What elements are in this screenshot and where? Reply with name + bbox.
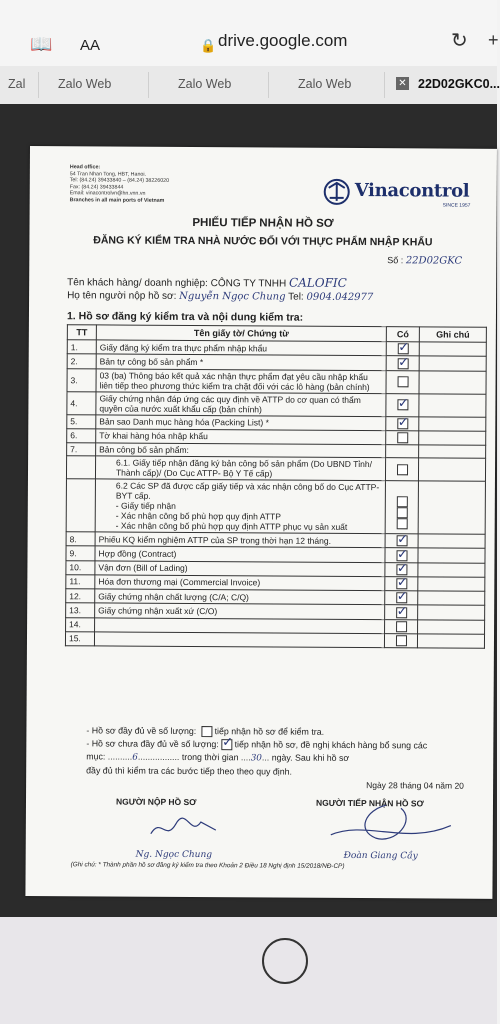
head-office-branches: Branches in all main ports of Vietnam [69, 196, 165, 204]
vinacontrol-logo [323, 178, 483, 211]
lock-icon: 🔒 [200, 38, 217, 53]
checkbox [397, 358, 408, 369]
footnote: (Ghi chú: * Thành phần hồ sơ đăng ký kiểm tra theo Khoản 2 Điều 18 Nghị định 15/2018/NĐ-CP) [70, 861, 345, 870]
submitter-line [67, 290, 373, 303]
checkbox [397, 376, 408, 387]
tab-zalo-partial[interactable]: Zal [8, 77, 26, 91]
so-value: 22D02GKC [405, 255, 463, 267]
checkbox [396, 607, 407, 618]
signer-right-title: NGƯỜI TIẾP NHẬN HỒ SƠ [315, 797, 424, 809]
customer-value: CALOFIC [288, 275, 347, 290]
row-tt: 9. [66, 546, 95, 560]
address-bar[interactable]: drive.google.com [218, 31, 348, 50]
row-tt: 1. [67, 340, 96, 354]
head-office-block [70, 164, 169, 204]
page-subtitle: ĐĂNG KÝ KIỂM TRA NHÀ NƯỚC ĐỐI VỚI THỰC PHẨM NHẬP KHẨU [93, 234, 433, 249]
row-tt: 4. [67, 391, 96, 414]
logo-emblem-icon [323, 178, 351, 206]
submitter-value: Nguyễn Ngọc Chung [179, 290, 286, 303]
browser-toolbar [0, 0, 497, 66]
row-text: Bản công bố sản phẩm: [96, 443, 386, 458]
header-doc: Tên giấy tờ/ Chứng từ [96, 325, 386, 342]
right-signature-icon [326, 800, 456, 851]
note-full-label: - Hồ sơ đầy đủ về số lượng: [86, 725, 197, 737]
device-bezel [0, 917, 497, 1024]
row-text: Giấy chứng nhận đáp ứng các quy định về ATTP do cơ quan có thẩm quyền của nước xuất khẩu cấp (bản chính) [96, 391, 386, 416]
checkbox [396, 464, 407, 475]
customer-label: Tên khách hàng/ doanh nghiệp: CÔNG TY TNHH [67, 277, 287, 290]
note-time-tail: ngày. Sau khi hồ sơ [271, 752, 350, 763]
note-time-value: 30 [250, 753, 262, 764]
note-tail: đầy đủ thì kiểm tra các bước tiếp theo theo quy định. [86, 765, 293, 777]
tab-zalo-web-3[interactable]: Zalo Web [298, 77, 352, 91]
header-note: Ghi chú [419, 327, 486, 342]
row-sub-text: - Giấy tiếp nhận [115, 500, 176, 511]
row-text: Bản sao Danh mục hàng hóa (Packing List) * [96, 414, 386, 430]
row-tt: 6. [67, 428, 96, 442]
tel-label: Tel: [288, 291, 304, 303]
note-incomplete-option: tiếp nhận hồ sơ, đề nghị khách hàng bổ sung các [234, 739, 428, 751]
checkbox [396, 519, 407, 530]
tab-divider [384, 72, 385, 98]
row-sub-text: - Xác nhận công bố phù hợp quy định ATTP [115, 510, 281, 522]
row-text: Hợp đồng (Contract) [95, 546, 385, 562]
row-tt: 10. [66, 560, 95, 574]
table-row [65, 631, 484, 648]
checkbox [397, 399, 408, 410]
date-line: Ngày 28 tháng 04 năm 20 [366, 780, 464, 791]
row-text: 6.2 Các SP đã được cấp giấy tiếp và xác nhận công bố do Cục ATTP- BYT cấp. [115, 480, 380, 501]
signer-left-title: NGƯỜI NỘP HỒ SƠ [115, 796, 197, 808]
section-1-title: 1. Hồ sơ đăng ký kiểm tra và nội dung kiểm tra: [66, 310, 304, 324]
row-text [94, 632, 384, 648]
tab-bar [0, 66, 500, 105]
tab-divider [268, 72, 269, 98]
note-muc-label: mục: [86, 751, 106, 762]
row-tt: 15. [65, 631, 94, 645]
note-time-label: trong thời gian [181, 751, 239, 763]
row-text: Giấy đăng ký kiểm tra thực phẩm nhập khẩu [96, 340, 386, 356]
row-tt: 2. [67, 354, 96, 368]
row-text: Giấy chứng nhận chất lượng (C/A; C/Q) [95, 589, 385, 605]
note-muc-value: 6 [132, 752, 138, 763]
head-office-address: 54 Tran Nhan Tong, HBT, Hanoi. [69, 170, 147, 178]
row-tt: 5. [67, 414, 96, 428]
row-tt: 14. [66, 617, 95, 631]
tab-document-active[interactable]: 22D02GKC0... [418, 77, 500, 91]
row-text: Phiếu KQ kiểm nghiệm ATTP của SP trong thời hạn 12 tháng. [95, 532, 385, 548]
head-office-tel: Tel: (84.24) 39433840 – (84.24) 38226020 [69, 177, 170, 184]
logo-since: SINCE 1957 [442, 202, 471, 209]
note-muc: mục: ..........6................. trong thời gian ....30... ngày. Sau khi hồ sơ [86, 751, 350, 764]
signer-left-name: Ng. Ngọc Chung [135, 849, 213, 861]
row-tt: 7. [67, 443, 96, 456]
page-title: PHIẾU TIẾP NHẬN HỒ SƠ [192, 216, 334, 230]
header-tt: TT [67, 325, 96, 340]
row-tt: 13. [66, 603, 95, 617]
tab-zalo-web-1[interactable]: Zalo Web [58, 77, 112, 91]
checkbox [396, 621, 407, 632]
close-tab-icon[interactable]: ✕ [396, 77, 409, 90]
checkbox [395, 635, 406, 646]
head-office-fax: Fax: (84.24) 39433844 [69, 183, 124, 191]
signature-block [26, 796, 493, 809]
tab-divider [38, 72, 39, 98]
tab-zalo-web-2[interactable]: Zalo Web [178, 77, 232, 91]
row-text: Bản tự công bố sản phẩm * [96, 354, 386, 370]
row-tt: 12. [66, 589, 95, 603]
signer-right-name: Đoàn Giang Cầy [343, 850, 418, 862]
reload-icon[interactable]: ↻ [451, 30, 468, 52]
reader-aa-button[interactable]: AA [80, 37, 101, 54]
head-office-label: Head office: [69, 164, 101, 171]
document-number [387, 255, 462, 266]
row-text: Giấy chứng nhận xuất xứ (C/O) [95, 603, 385, 619]
row-text: 03 (ba) Thông báo kết quả xác nhận thực phẩm đạt yêu cầu nhập khẩu liên tiếp theo phương thức kiểm tra chặt đối với các lô hàng (bản chính) [96, 368, 386, 393]
row-sub-text: - Xác nhận công bố phù hợp quy định ATTP phục vụ sản xuất [115, 520, 348, 532]
row-text-group [95, 479, 385, 534]
row-text: Vận đơn (Bill of Lading) [95, 560, 385, 576]
note-incomplete-label: - Hồ sơ chưa đầy đủ về số lượng: [86, 738, 219, 750]
row-text: Hóa đơn thương mại (Commercial Invoice) [95, 575, 385, 591]
tel-value: 0904.042977 [306, 291, 374, 304]
submitter-label: Họ tên người nộp hồ sơ: [67, 290, 177, 302]
tab-divider [148, 72, 149, 98]
checkbox [397, 418, 408, 429]
row-tt: 11. [66, 574, 95, 588]
checkbox [396, 496, 407, 507]
checkbox [396, 507, 407, 518]
head-office-email: Email: vinacontrolvn@hn.vnn.vn [69, 190, 146, 197]
table-row [67, 391, 486, 417]
logo-text: Vinacontrol [354, 179, 470, 202]
row-tt: 8. [66, 532, 95, 546]
row-tt: 3. [67, 368, 96, 391]
table-row [66, 456, 485, 482]
new-tab-icon[interactable]: + [488, 30, 499, 50]
home-button[interactable] [262, 938, 308, 984]
checkbox [397, 432, 408, 443]
row-text: 6.1. Giấy tiếp nhận đăng ký bản công bố sản phẩm (Do UBND Tỉnh/ Thành cấp)/ (Do Cục ATTP- Bộ Y Tế cấp) [95, 456, 385, 481]
notes-block [86, 724, 486, 779]
row-text: Tờ khai hàng hóa nhập khẩu [96, 429, 386, 445]
table-row [66, 479, 485, 535]
checkbox [201, 726, 212, 737]
document-checklist-table [65, 324, 487, 649]
header-co: Có [386, 327, 419, 342]
customer-line [67, 274, 347, 290]
bookmarks-icon[interactable]: 📖 [30, 34, 53, 54]
document-page [25, 146, 497, 899]
so-label: Số : [387, 255, 404, 266]
checkbox [221, 739, 232, 750]
table-row [67, 368, 486, 394]
note-full-option: tiếp nhận hồ sơ để kiểm tra. [214, 726, 325, 737]
left-signature-icon [146, 812, 226, 844]
